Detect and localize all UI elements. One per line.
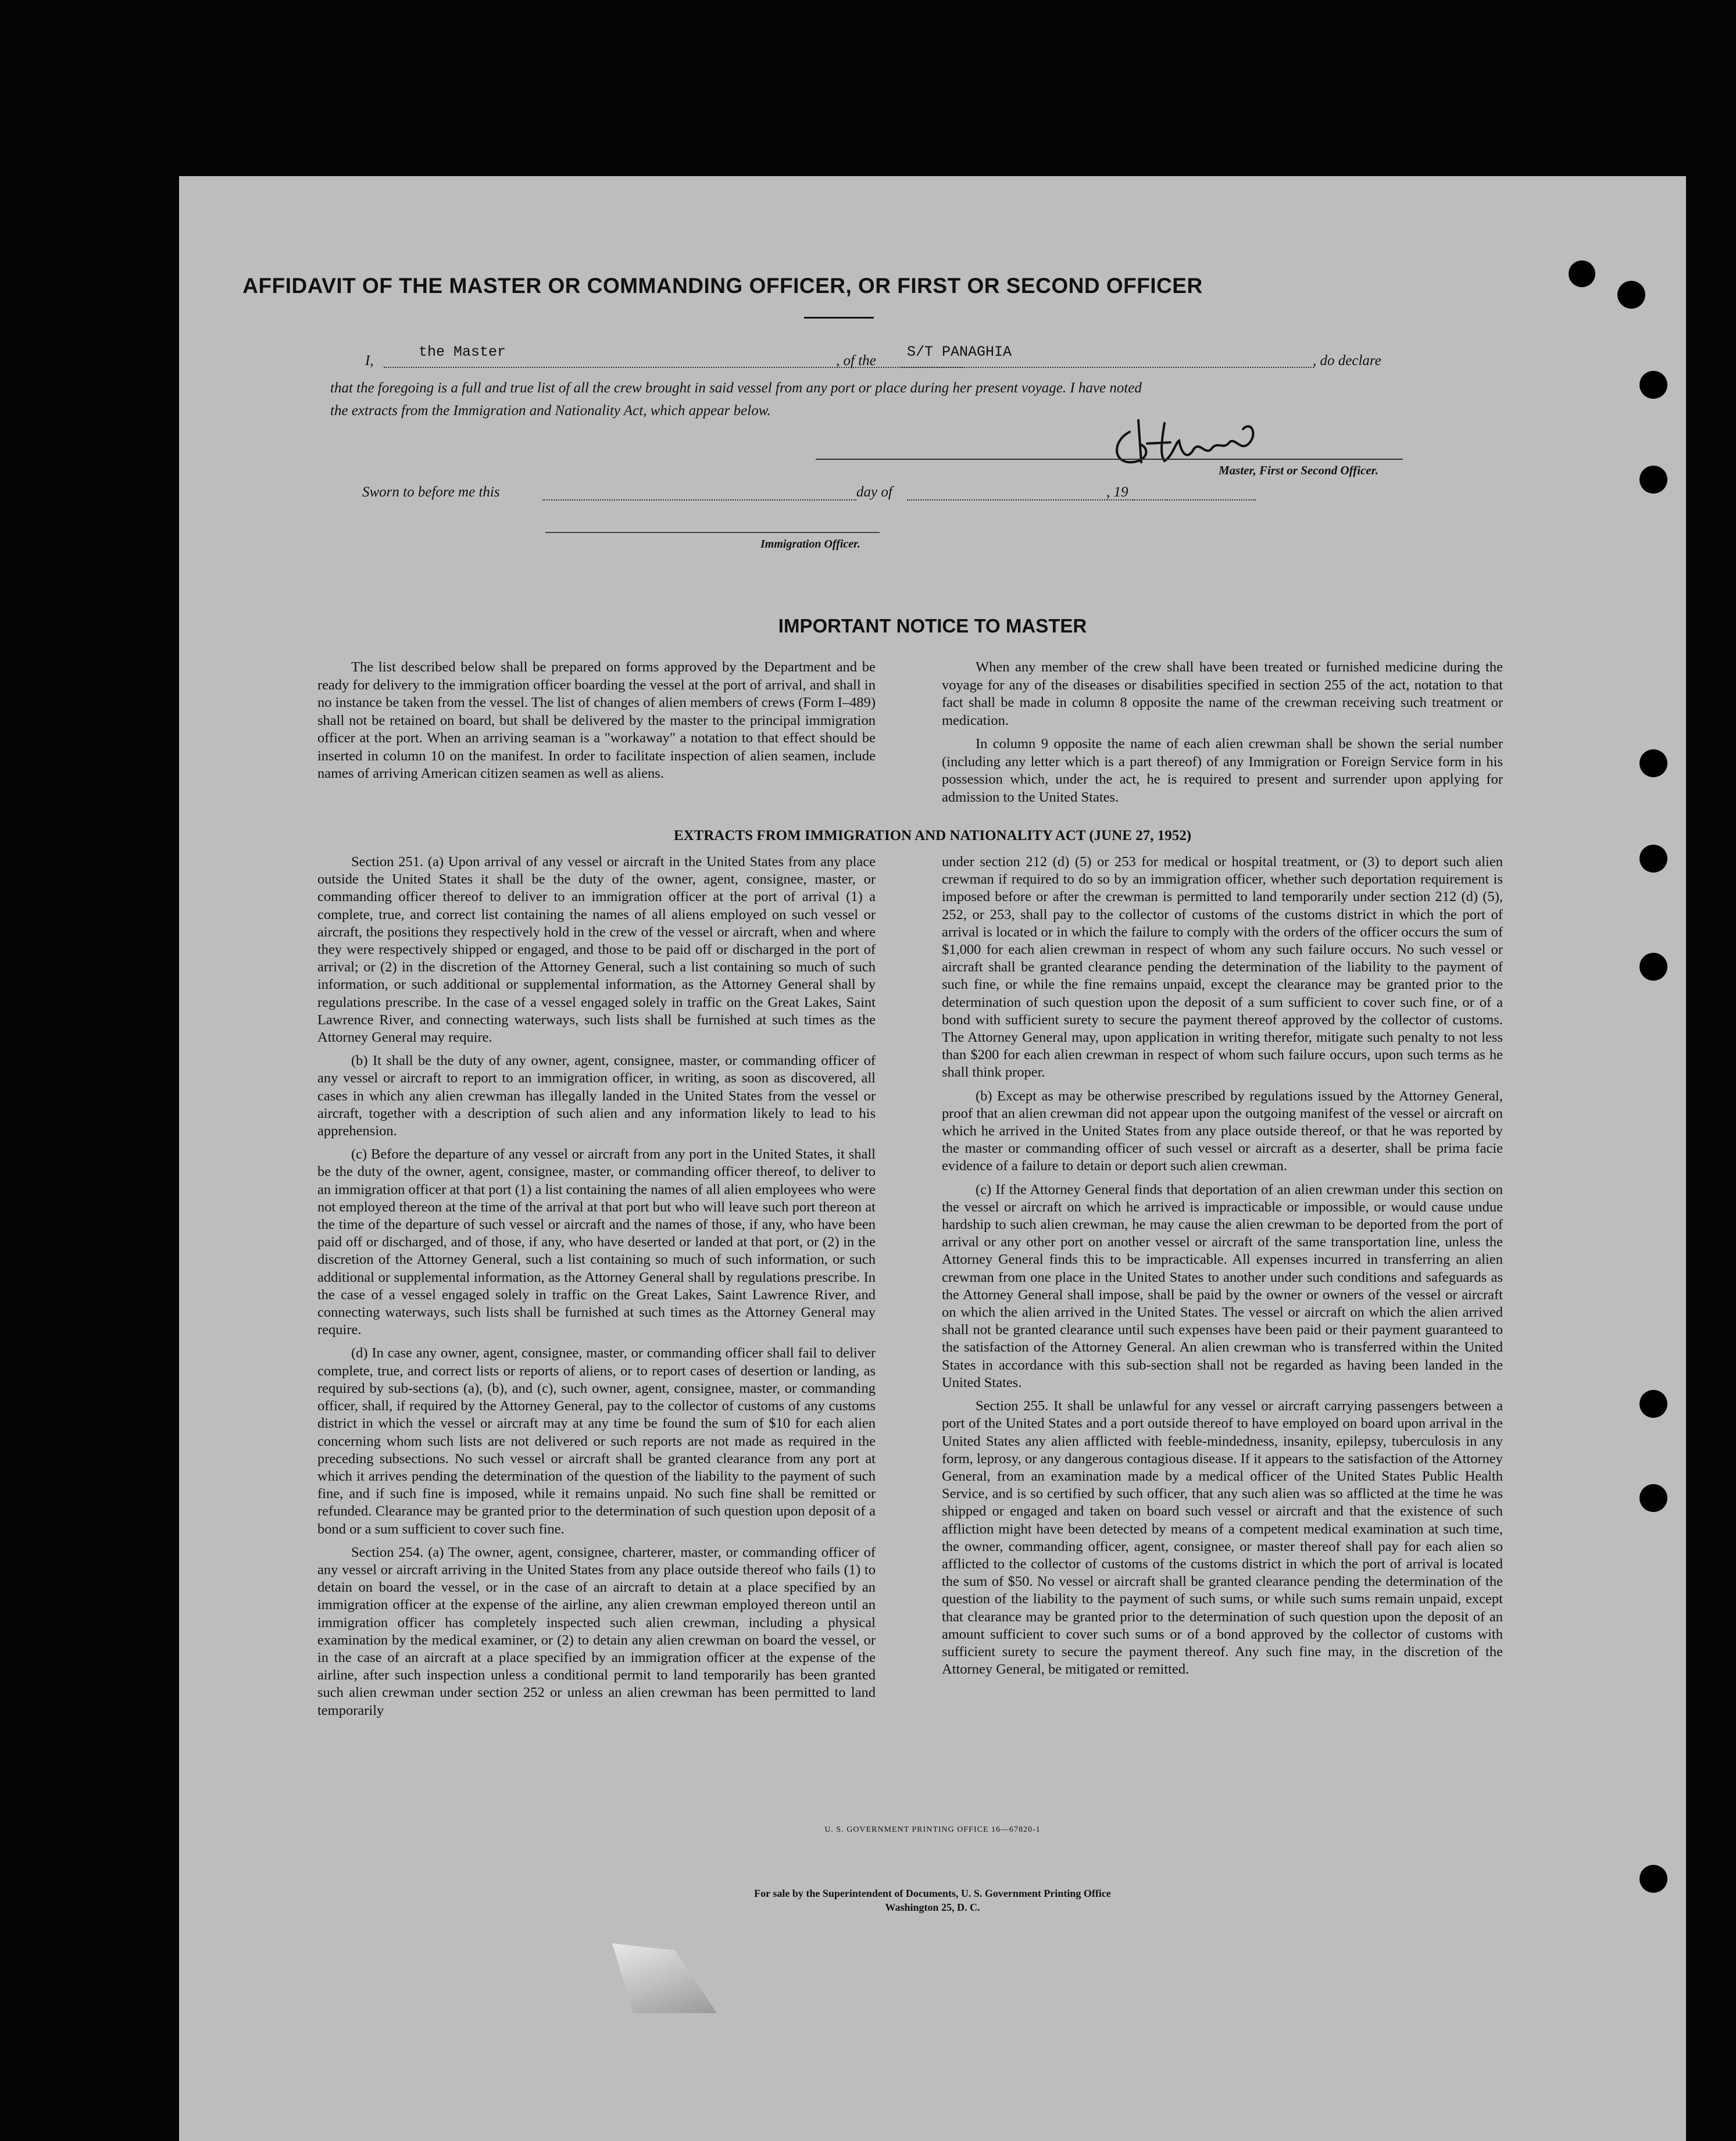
sale-notice-line-2: Washington 25, D. C. xyxy=(885,1901,980,1913)
extract-left-paragraph: Section 254. (a) The owner, agent, consignee, charterer, master, or commanding officer of any vessel or aircraft arriving in the United States from any place outside thereof who fails (1) to detain on board the vessel, or in the case of an aircraft to detain at a place specified by an immigration officer at the expense of the airline, any alien crewman employed thereon until an immigration officer has completely inspected such alien crewman, including a physical examination by the medical examiner, or (2) to detain any alien crewman on board the vessel, or in the case of an aircraft at a place specified by an immigration officer at the expense of the airline, after such inspection unless a conditional permit to land temporarily has been granted such alien crewman under section 252 or unless an alien crewman has been permitted to land temporarily xyxy=(317,1544,876,1718)
immigration-officer-line xyxy=(545,532,880,533)
affidavit-title: AFFIDAVIT OF THE MASTER OR COMMANDING OFFICER, OR FIRST OR SECOND OFFICER xyxy=(242,274,1203,298)
immigration-officer-caption: Immigration Officer. xyxy=(760,538,860,551)
binder-hole xyxy=(1639,1484,1667,1512)
extract-right-paragraph: under section 212 (d) (5) or 253 for medical or hospital treatment, or (3) to deport such alien crewman if required to do so by an immigration officer, whether such deportation requirement is imposed before or after the crewman is permitted to land temporarily under section 212 (d) (5), 252, or 253, shall pay to the collector of customs of the customs district in which the port of arrival is located or in which the failure to comply with the orders of the officer occurs the sum of $1,000 for each alien crewman in respect of whom any such failure occurs. No such vessel or aircraft shall be granted clearance pending the determination of the liability to the payment of such fine, or while the fine remains unpaid, except the clearance may be granted prior to the determination of such question upon the deposit of a sum sufficient to cover such fine, or of a bond with sufficient surety to secure the payment thereof approved by the collector of customs. The Attorney General may, upon application in writing therefor, mitigate such penalty to not less than $200 for each alien crewman in respect of whom such failure occurs, upon such terms as he shall think proper. xyxy=(942,854,1503,1081)
document-page xyxy=(179,176,1686,2141)
binder-hole xyxy=(1639,371,1667,399)
sworn-year-line xyxy=(1133,499,1167,501)
of-the-label: , of the xyxy=(836,353,876,369)
do-declare-label: , do declare xyxy=(1313,353,1381,369)
binder-hole xyxy=(1639,845,1667,873)
master-field-line xyxy=(384,367,965,368)
vessel-field-value: S/T PANAGHIA xyxy=(907,344,1012,360)
gpo-imprint: U. S. GOVERNMENT PRINTING OFFICE 16—67820-1 xyxy=(824,1825,1041,1834)
extract-left-paragraph: (d) In case any owner, agent, consignee, master, or commanding officer shall fail to deliver complete, true, and correct lists or reports of aliens, or to report cases of desertion or landing, as required by sub-sections (a), (b), and (c), such owner, agent, consignee, master, or commanding officer, shall, if required by the Attorney General, pay to the collector of customs of any customs district in which the vessel or aircraft may at any time be found the sum of $10 for each alien concerning whom such lists are not delivered or such reports are not made as required in the preceding subsections. No such vessel or aircraft shall be granted clearance from any port at which it arrives pending the determination of the question of the liability to the payment of such fine, and if such fine is imposed, while it remains unpaid. No such fine shall be remitted or refunded. Clearance may be granted prior to the determination of such question upon deposit of a bond or a sum sufficient to cover such fine. xyxy=(317,1345,876,1537)
signature-field-line xyxy=(816,459,1403,460)
binder-hole xyxy=(1639,466,1667,494)
notice-title: IMPORTANT NOTICE TO MASTER xyxy=(778,615,1087,637)
notice-right-column xyxy=(942,659,1503,812)
binder-hole xyxy=(1639,953,1667,981)
torn-paper-fragment xyxy=(612,1943,717,2013)
extract-left-paragraph: (b) It shall be the duty of any owner, agent, consignee, master, or commanding officer of any vessel or aircraft to report to an immigration officer, in writing, as soon as discovered, all cases in which any alien crewman has illegally landed in the United States from the vessel or aircraft, together with a description of such alien and any information likely to lead to his apprehension. xyxy=(317,1053,876,1139)
year-label: , 19 xyxy=(1106,484,1128,500)
master-field-value: the Master xyxy=(419,344,506,360)
extract-right-paragraph: Section 255. It shall be unlawful for any vessel or aircraft carrying passengers between a port of the United States and a port outside thereof to have employed on board upon arrival in the United States any alien afflicted with feeble-mindedness, insanity, epilepsy, tuberculosis in any form, leprosy, or any dangerous contagious disease. If it appears to the satisfaction of the Attorney General, from an examination made by a medical officer of the United States Public Health Service, and is so certified by such officer, that any such alien was so afflicted at the time he was shipped or engaged and taken on board such vessel or aircraft and that the existence of such affliction might have been detected by means of a competent medical examination at such time, the owner, commanding officer, agent, consignee, or master thereof shall pay for each alien so afflicted to the collector of customs of the customs district in which the port of arrival is located the sum of $50. No vessel or aircraft shall be granted clearance pending the determination of the question of the liability to the payment of such sums, or while such sums remain unpaid, except that clearance may be granted prior to the determination of such question upon the deposit of an amount sufficient to cover such sums or of a bond approved by the collector of customs with sufficient surety to secure the payment thereof. Any such fine may, in the discretion of the Attorney General, be mitigated or remitted. xyxy=(942,1398,1503,1678)
declaration-line-3: the extracts from the Immigration and Nationality Act, which appear below. xyxy=(330,403,771,419)
extracts-heading: EXTRACTS FROM IMMIGRATION AND NATIONALITY ACT (JUNE 27, 1952) xyxy=(673,828,1192,843)
title-rule xyxy=(804,317,874,319)
sworn-month-line xyxy=(907,499,1256,501)
notice-right-paragraph-2: In column 9 opposite the name of each alien crewman shall be shown the serial number (including any letter which is a part thereof) of any Immigration or Foreign Service form in his possession which, under the act, he is required to present and surrender upon applying for admission to the United States. xyxy=(942,736,1503,805)
notice-left-paragraph: The list described below shall be prepared on forms approved by the Department and be ready for delivery to the immigration officer boarding the vessel at the port of arrival, and shall in no instance be taken from the vessel. The list of changes of alien members of crews (Form I–489) shall not be retained on board, but shall be delivered by the master to the principal immigration officer at the port. When an arriving seaman is a "workaway" a notation to that effect should be inserted in column 10 on the manifest. In order to facilitate inspection of alien seamen, include names of arriving American citizen seamen as well as aliens. xyxy=(317,659,876,781)
extracts-right-column xyxy=(942,853,1503,1684)
i-label: I, xyxy=(365,353,374,369)
vessel-field-line xyxy=(901,367,1314,368)
extract-left-paragraph: (c) Before the departure of any vessel or aircraft from any port in the United States, it shall be the duty of the owner, agent, consignee, master, or commanding officer thereof, to deliver to an immigration officer at that port (1) a list containing the names of all alien employees who were not employed thereon at the time of the arrival at that port but who will leave such port thereon at the time of the departure of such vessel or aircraft and the names of those, if any, who have been paid off or discharged, and of those, if any, who have deserted or landed at that port, or (2) in the discretion of the Attorney General, such a list containing so much of such information, or such additional or supplemental information, as the Attorney General shall by regulations prescribe. In the case of a vessel engaged solely in traffic on the Great Lakes, Saint Lawrence River, and connecting waterways, such lists shall be furnished at such times as the Attorney General may require. xyxy=(317,1146,876,1338)
signature-caption: Master, First or Second Officer. xyxy=(1219,463,1378,477)
day-of-label: day of xyxy=(856,484,892,500)
sworn-day-line xyxy=(542,499,856,501)
extract-right-paragraph: (b) Except as may be otherwise prescribed by regulations issued by the Attorney General, proof that an alien crewman did not appear upon the outgoing manifest of the vessel or aircraft on which he arrived in the United States from any place outside thereof, or that he was reported by the master or commanding officer of such vessel or aircraft as a deserter, shall be prima facie evidence of a failure to detain or deport such alien crewman. xyxy=(942,1088,1503,1174)
binder-hole xyxy=(1639,1390,1667,1418)
binder-hole xyxy=(1639,749,1667,777)
sworn-label: Sworn to before me this xyxy=(362,484,500,500)
extracts-left-column xyxy=(317,853,876,1725)
extract-left-paragraph: Section 251. (a) Upon arrival of any vessel or aircraft in the United States from any place outside the United States it shall be the duty of the owner, agent, consignee, master, or commanding officer thereof to deliver to an immigration officer at the port of arrival (1) a complete, true, and correct list containing the names of all aliens employed on such vessel or aircraft, the positions they respectively hold in the crew of the vessel or aircraft, when and where they were respectively shipped or engaged, and those to be paid off or discharged in the port of arrival; or (2) in the discretion of the Attorney General, such a list containing so much of such information, or such additional or supplemental information, as the Attorney General shall by regulations prescribe. In the case of a vessel engaged solely in traffic on the Great Lakes, Saint Lawrence River, and connecting waterways, such lists shall be furnished at such times as the Attorney General may require. xyxy=(317,854,876,1046)
extract-right-paragraph: (c) If the Attorney General finds that deportation of an alien crewman under this section on the vessel or aircraft on which he arrived is impracticable or impossible, or would cause undue hardship to such alien crewman, he may cause the alien crewman to be deported from the port of arrival or any other port on another vessel or aircraft of the same transportation line, unless the Attorney General finds this to be impracticable. All expenses incurred in transferring an alien crewman from one place in the United States to another under such conditions and safeguards as the Attorney General shall impose, shall be paid by the owner or owners of the vessel or aircraft on which the alien arrived in the United States. The vessel or aircraft on which the alien arrived shall not be granted clearance until such expenses have been paid or their payment guaranteed to the satisfaction of the Attorney General. An alien crewman who is transferred within the United States in accordance with this sub-section shall not be regarded as having been landed in the United States. xyxy=(942,1181,1503,1391)
notice-right-paragraph-1: When any member of the crew shall have been treated or furnished medicine during the voyage for any of the diseases or disabilities specified in section 255 of the act, notation to that fact shall be made in column 8 opposite the name of the crewman receiving such treatment or medication. xyxy=(942,659,1503,728)
binder-hole xyxy=(1569,260,1595,287)
binder-hole xyxy=(1617,281,1645,309)
sale-notice-line-1: For sale by the Superintendent of Documents, U. S. Government Printing Office xyxy=(754,1888,1111,1899)
notice-left-column xyxy=(317,659,876,789)
declaration-line-2: that the foregoing is a full and true list of all the crew brought in said vessel from any port or place during her present voyage. I have noted xyxy=(330,380,1142,396)
